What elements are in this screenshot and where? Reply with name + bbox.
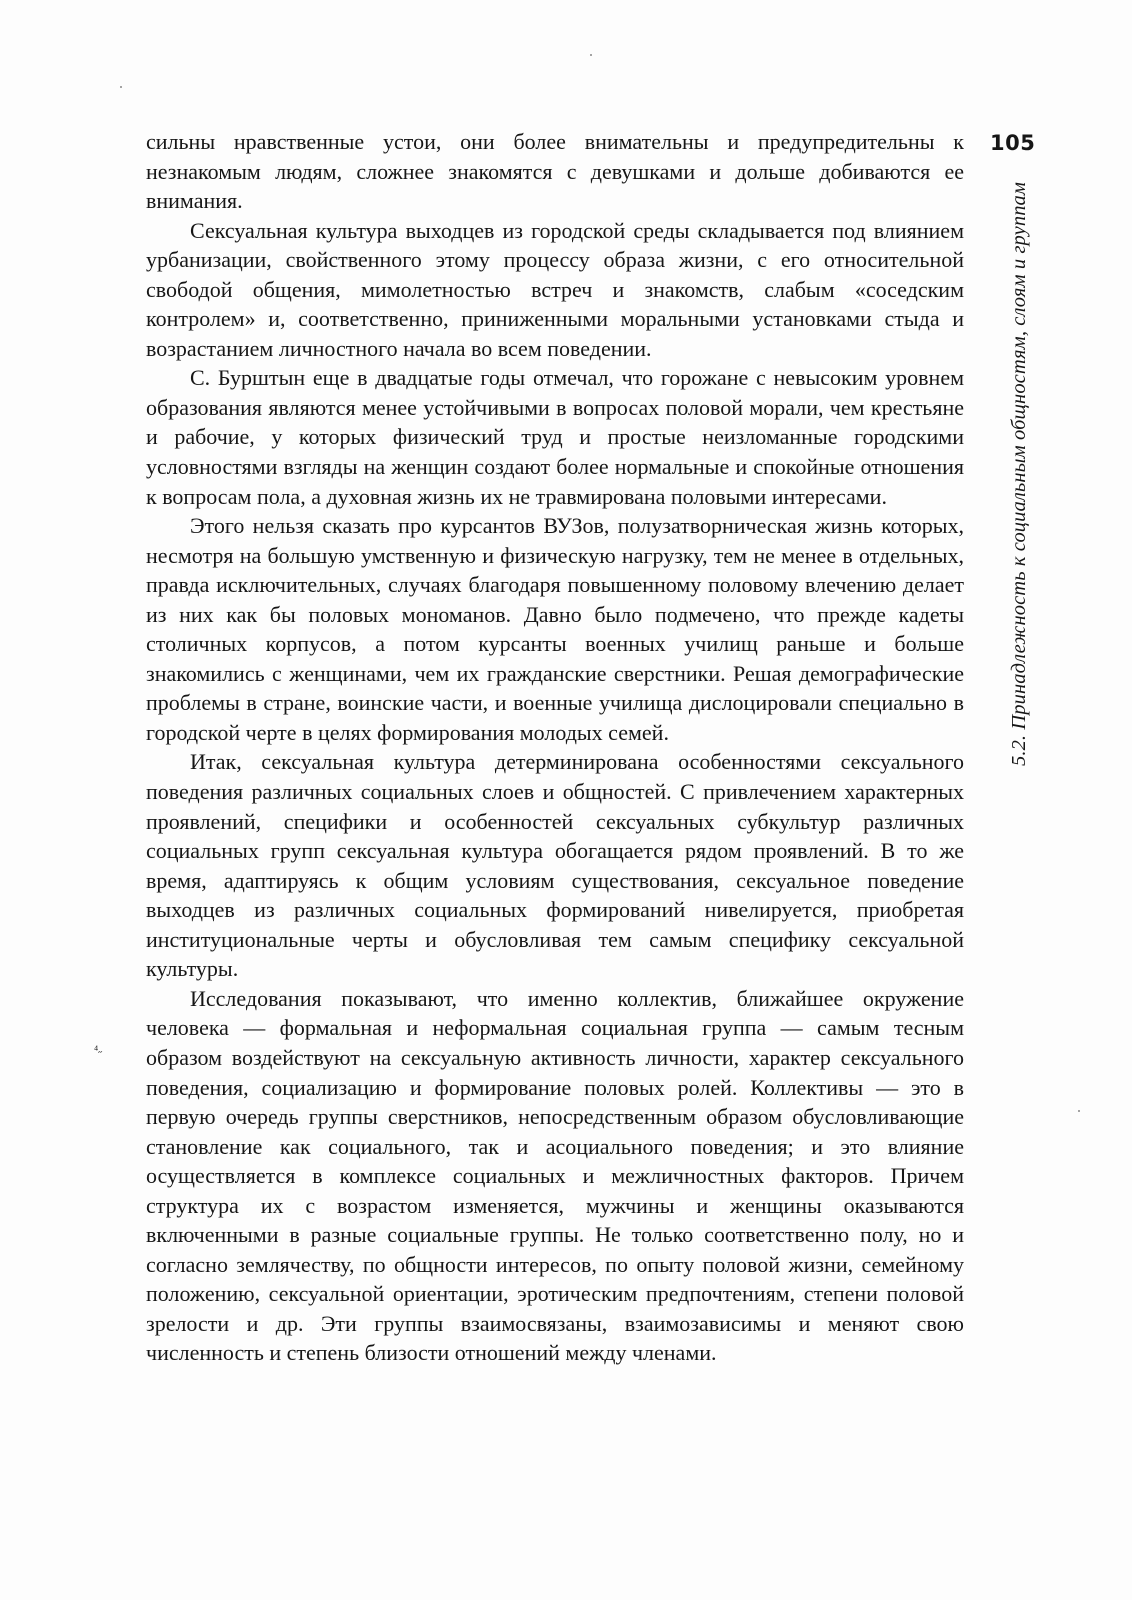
paragraph-continued: сильны нравственные устои, они более внимательны и предупредительны к незнакомым людям, сложнее знакомятся с девушками и дольше добиваются ее внимания.	[146, 129, 964, 214]
page-number: 105	[990, 131, 1036, 155]
paragraph: Этого нельзя сказать про курсантов ВУЗов, полузатворническая жизнь которых, несмотря на большую умственную и физическую нагрузку, тем не менее в отдельных, правда исключительных, случаях благодаря повышенному половому влечению делает из них как бы половых мономанов. Давно было подмечено, что прежде кадеты столичных корпусов, а потом курсанты военных училищ раньше и больше знакомились с женщинами, чем их гражданские сверстники. Решая демографические проблемы в стране, воинские части, и военные училища дислоцировали специально в городской черте в целях формирования молодых семей.	[146, 513, 964, 745]
scan-speck	[590, 54, 592, 56]
running-head: 5.2. Принадлежность к социальным общностям, слоям и группам	[1008, 181, 1030, 766]
paragraph: Сексуальная культура выходцев из городской среды складывается под влиянием урбанизации, свойственного этому процессу образа жизни, с его относительной свободой общения, мимолетностью встреч и знакомств, слабым «соседским контролем» и, соответственно, приниженными моральными установками стыда и возрастанием личностного начала во всем поведении.	[146, 217, 964, 361]
scan-speck	[1078, 1110, 1080, 1112]
paragraph: Итак, сексуальная культура детерминирована особенностями сексуального поведения различных социальных слоев и общностей. С привлечением характерных проявлений, специфики и особенностей сексуальных субкультур различных социальных групп сексуальная культура обогащается рядом проявлений. В то же время, адаптируясь к общим условиям существования, сексуальное поведение выходцев из различных социальных формирований нивелируется, приобретая институциональные черты и обусловливая тем самым специфику сексуальной культуры.	[146, 749, 964, 982]
margin-mark: ⁴˶	[94, 1043, 103, 1057]
paragraph: С. Бурштын еще в двадцатые годы отмечал, что горожане с невысоким уровнем образования являются менее устойчивыми в вопросах половой морали, чем крестьяне и рабочие, у которых физический труд и простые неизломанные городскими условностями взгляды на женщин создают более нормальные и спокойные отношения к вопросам пола, а духовная жизнь их не травмирована половыми интересами.	[146, 365, 964, 509]
body-text	[146, 127, 964, 1368]
scan-speck	[120, 86, 122, 88]
paragraph: Исследования показывают, что именно коллектив, ближайшее окружение человека — формальная и неформальная социальная группа — самым тесным образом воздействуют на сексуальную активность личности, характер сексуального поведения, социализацию и формирование половых ролей. Коллективы — это в первую очередь группы сверстников, непосредственным образом обусловливающие становление как социального, так и асоциального поведения; и это влияние осуществляется в комплексе социальных и межличностных факторов. Причем структура их с возрастом изменяется, мужчины и женщины оказываются включенными в разные социальные группы. Не только соответственно полу, но и согласно землячеству, по общности интересов, по опыту половой жизни, семейному положению, сексуальной ориентации, эротическим предпочтениям, степени половой зрелости и др. Эти группы взаимосвязаны, взаимозависимы и меняют свою численность и степень близости отношений между членами.	[146, 985, 964, 1366]
